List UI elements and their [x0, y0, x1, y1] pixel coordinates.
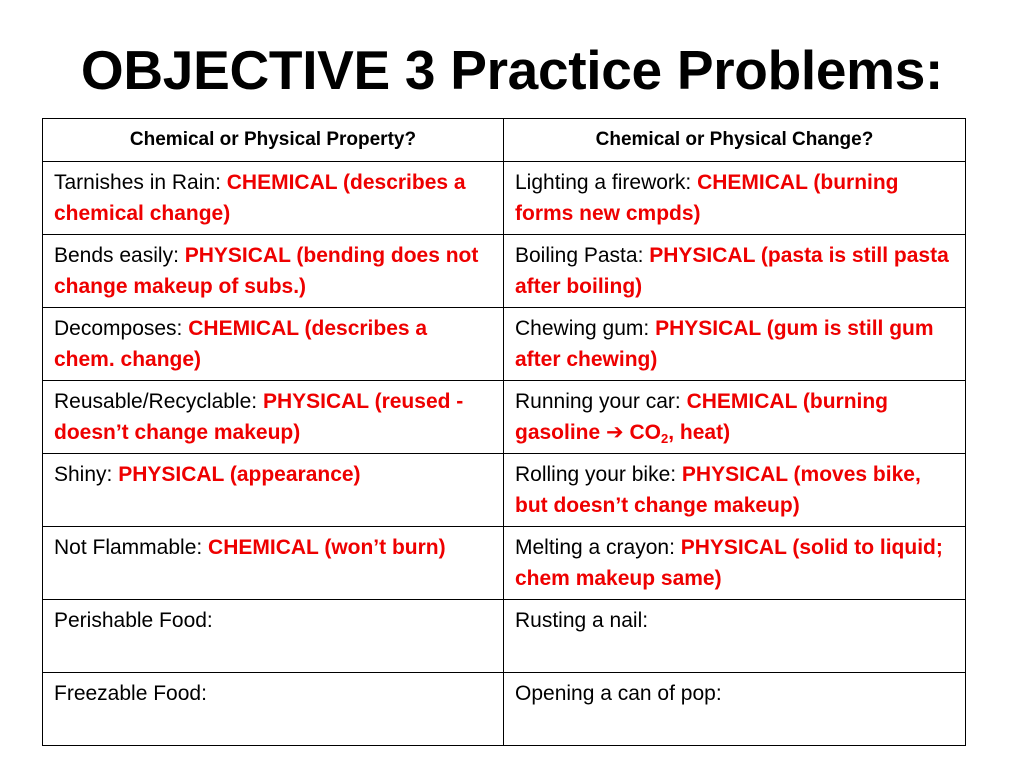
property-cell: [43, 527, 504, 600]
property-cell: [43, 673, 504, 746]
change-cell: [504, 235, 966, 308]
formula-subscript: 2: [660, 431, 669, 446]
header-property: Chemical or Physical Property?: [43, 119, 504, 162]
change-cell: [504, 454, 966, 527]
item-label: Tarnishes in Rain:: [54, 171, 227, 194]
answer-text: PHYSICAL (gum is still gum after chewing): [515, 317, 934, 371]
table-row: [43, 454, 966, 527]
item-label: Lighting a firework:: [515, 171, 698, 194]
property-cell: [43, 162, 504, 235]
item-label: Not Flammable:: [54, 536, 209, 559]
item-label: Rolling your bike:: [515, 463, 682, 486]
property-cell: [43, 600, 504, 673]
answer-text: PHYSICAL (solid to liquid; chem makeup same): [515, 536, 943, 590]
change-cell: [504, 673, 966, 746]
answer-text: PHYSICAL (bending does not change makeup of subs.): [54, 244, 479, 298]
item-label: Decomposes:: [54, 317, 189, 340]
item-label: Reusable/Recyclable:: [54, 390, 263, 413]
table-row: [43, 308, 966, 381]
table-row: [43, 235, 966, 308]
change-cell: [504, 381, 966, 454]
answer-text: PHYSICAL (pasta is still pasta after boiling): [515, 244, 949, 298]
property-cell: [43, 381, 504, 454]
answer-end: , heat): [668, 421, 731, 444]
answer-text: CHEMICAL (won’t burn): [208, 536, 446, 559]
item-label: Melting a crayon:: [515, 536, 681, 559]
item-label: Opening a can of pop:: [515, 682, 722, 705]
formula: CO: [629, 421, 661, 444]
header-row: [43, 119, 966, 162]
item-label: Perishable Food:: [54, 609, 213, 632]
table-row: [43, 527, 966, 600]
item-label: Freezable Food:: [54, 682, 207, 705]
answer-text: PHYSICAL (appearance): [118, 463, 361, 486]
slide-title: OBJECTIVE 3 Practice Problems:: [80, 39, 944, 101]
change-cell: [504, 600, 966, 673]
answer-start: CHEMICAL (burning gasoline: [515, 390, 889, 444]
header-change: Chemical or Physical Change?: [504, 119, 966, 162]
answer-text: PHYSICAL (moves bike, but doesn’t change makeup): [515, 463, 921, 517]
property-cell: [43, 308, 504, 381]
change-cell: [504, 527, 966, 600]
answer-text: CHEMICAL (describes a chem. change): [54, 317, 428, 371]
table-row: [43, 673, 966, 746]
item-label: Bends easily:: [54, 244, 185, 267]
practice-table: [42, 118, 966, 746]
item-label: Running your car:: [515, 390, 687, 413]
answer-text: CHEMICAL (describes a chemical change): [54, 171, 466, 225]
change-cell: [504, 308, 966, 381]
answer-text: CHEMICAL (burning forms new cmpds): [515, 171, 899, 225]
property-cell: [43, 235, 504, 308]
item-label: Chewing gum:: [515, 317, 656, 340]
right-arrow-icon: ➔: [606, 421, 624, 444]
table-row: [43, 600, 966, 673]
item-label: Rusting a nail:: [515, 609, 649, 632]
item-label: Shiny:: [54, 463, 119, 486]
item-label: Boiling Pasta:: [515, 244, 650, 267]
answer-text: PHYSICAL (reused - doesn’t change makeup): [54, 390, 464, 444]
change-cell: [504, 162, 966, 235]
property-cell: [43, 454, 504, 527]
table-row: [43, 381, 966, 454]
table-row: [43, 162, 966, 235]
